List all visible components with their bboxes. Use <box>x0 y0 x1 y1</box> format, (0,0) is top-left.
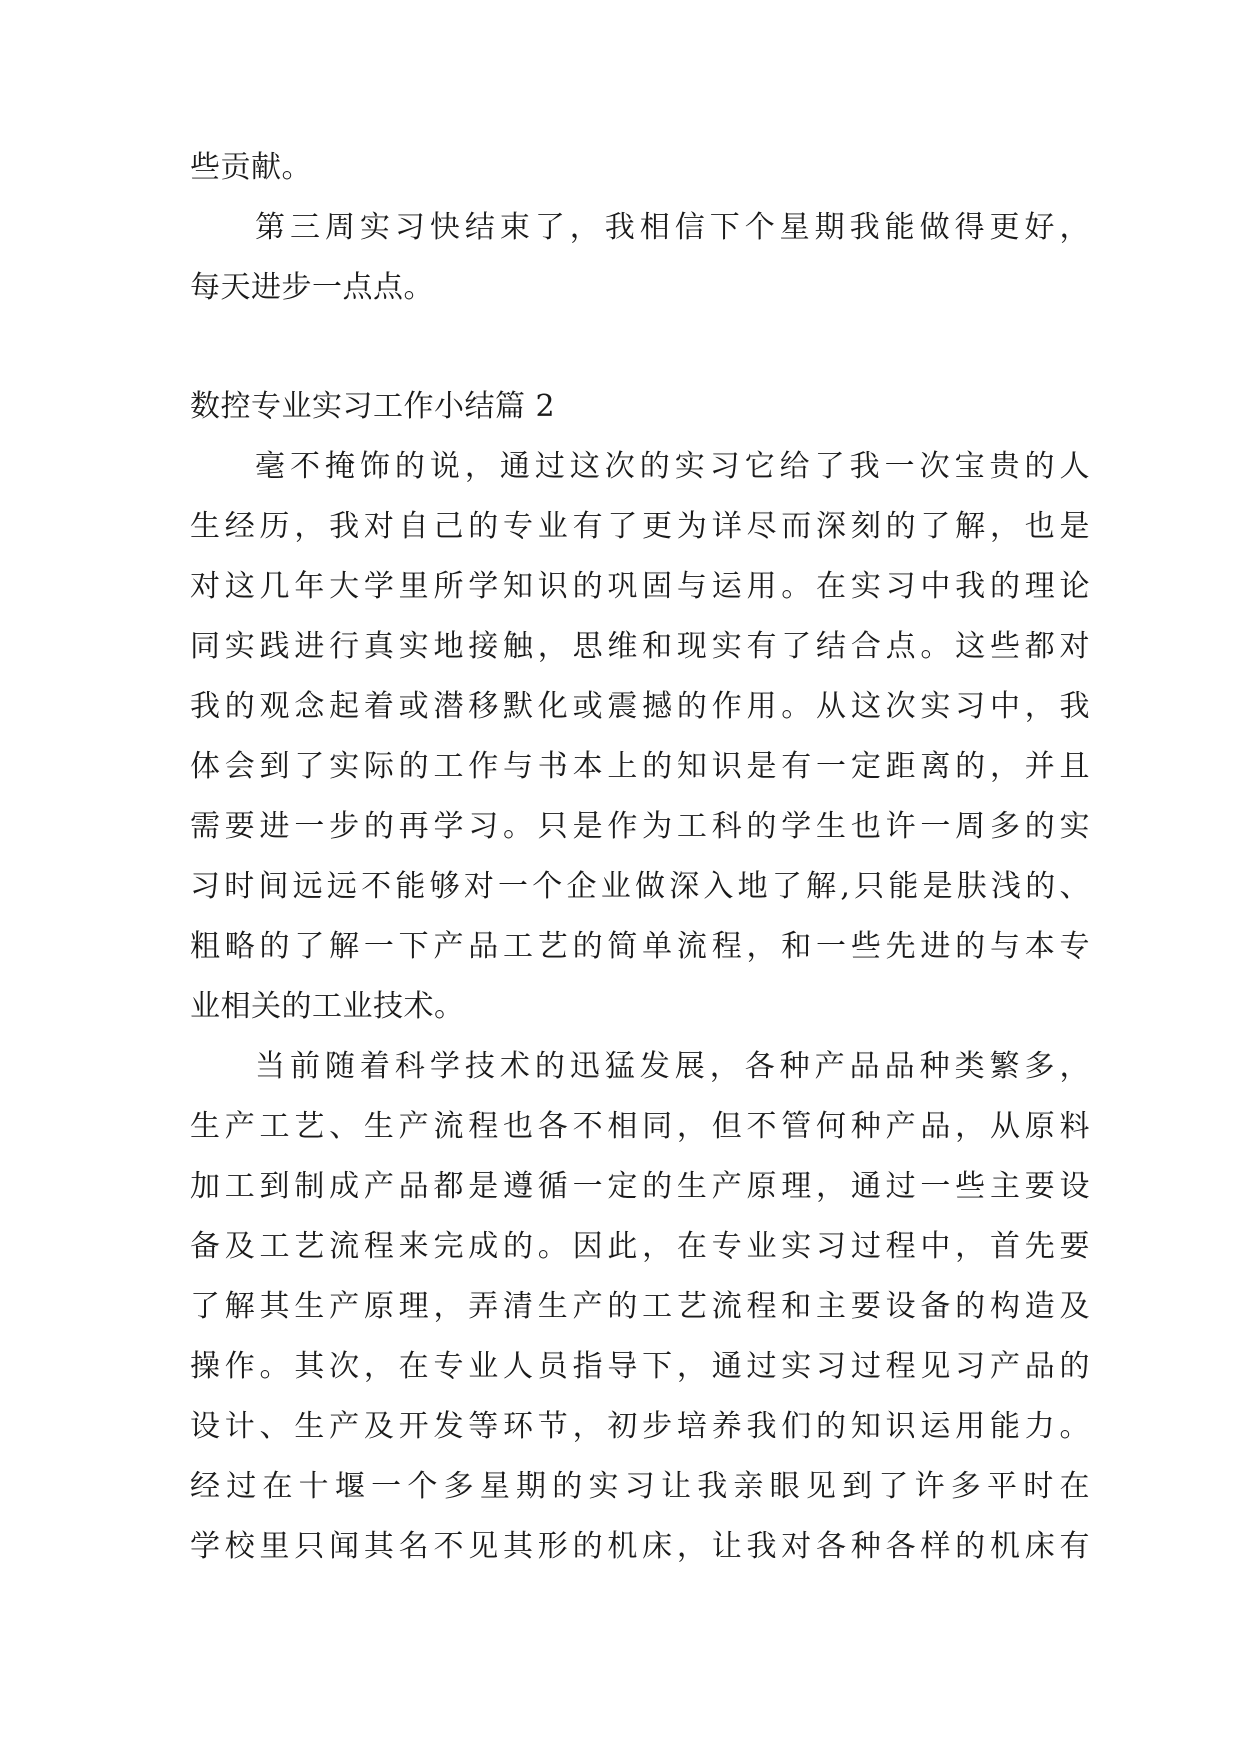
para2-line-3: 加工到制成产品都是遵循一定的生产原理，通过一些主要设 <box>190 1169 1090 1204</box>
continuation-line-1: 些贡献。 <box>190 150 312 185</box>
para1-line-2: 生经历，我对自己的专业有了更为详尽而深刻的了解，也是 <box>190 509 1090 544</box>
para-week3-line-1: 第三周实习快结束了，我相信下个星期我能做得更好， <box>255 210 1090 245</box>
para2-line-1: 当前随着科学技术的迅猛发展，各种产品品种类繁多， <box>255 1049 1090 1084</box>
para1-line-8: 习时间远远不能够对一个企业做深入地了解,只能是肤浅的、 <box>190 869 1090 904</box>
para2-line-4: 备及工艺流程来完成的。因此，在专业实习过程中，首先要 <box>190 1229 1090 1264</box>
para2-line-5: 了解其生产原理，弄清生产的工艺流程和主要设备的构造及 <box>190 1289 1090 1324</box>
section-title: 数控专业实习工作小结篇 2 <box>190 389 556 424</box>
para1-line-1: 毫不掩饰的说，通过这次的实习它给了我一次宝贵的人 <box>255 449 1090 484</box>
para2-line-6: 操作。其次，在专业人员指导下，通过实习过程见习产品的 <box>190 1349 1090 1384</box>
para1-line-4: 同实践进行真实地接触，思维和现实有了结合点。这些都对 <box>190 629 1090 664</box>
para2-line-2: 生产工艺、生产流程也各不相同，但不管何种产品，从原料 <box>190 1109 1090 1144</box>
para1-line-7: 需要进一步的再学习。只是作为工科的学生也许一周多的实 <box>190 809 1090 844</box>
para1-line-9: 粗略的了解一下产品工艺的简单流程，和一些先进的与本专 <box>190 929 1090 964</box>
para1-line-5: 我的观念起着或潜移默化或震撼的作用。从这次实习中，我 <box>190 689 1090 724</box>
para1-line-3: 对这几年大学里所学知识的巩固与运用。在实习中我的理论 <box>190 569 1090 604</box>
para2-line-8: 经过在十堰一个多星期的实习让我亲眼见到了许多平时在 <box>190 1469 1090 1504</box>
para2-line-7: 设计、生产及开发等环节，初步培养我们的知识运用能力。 <box>190 1409 1090 1444</box>
para1-line-6: 体会到了实际的工作与书本上的知识是有一定距离的，并且 <box>190 749 1090 784</box>
para1-line-10: 业相关的工业技术。 <box>190 989 465 1024</box>
para2-line-9: 学校里只闻其名不见其形的机床，让我对各种各样的机床有 <box>190 1529 1090 1564</box>
para-week3-line-2: 每天进步一点点。 <box>190 270 434 305</box>
